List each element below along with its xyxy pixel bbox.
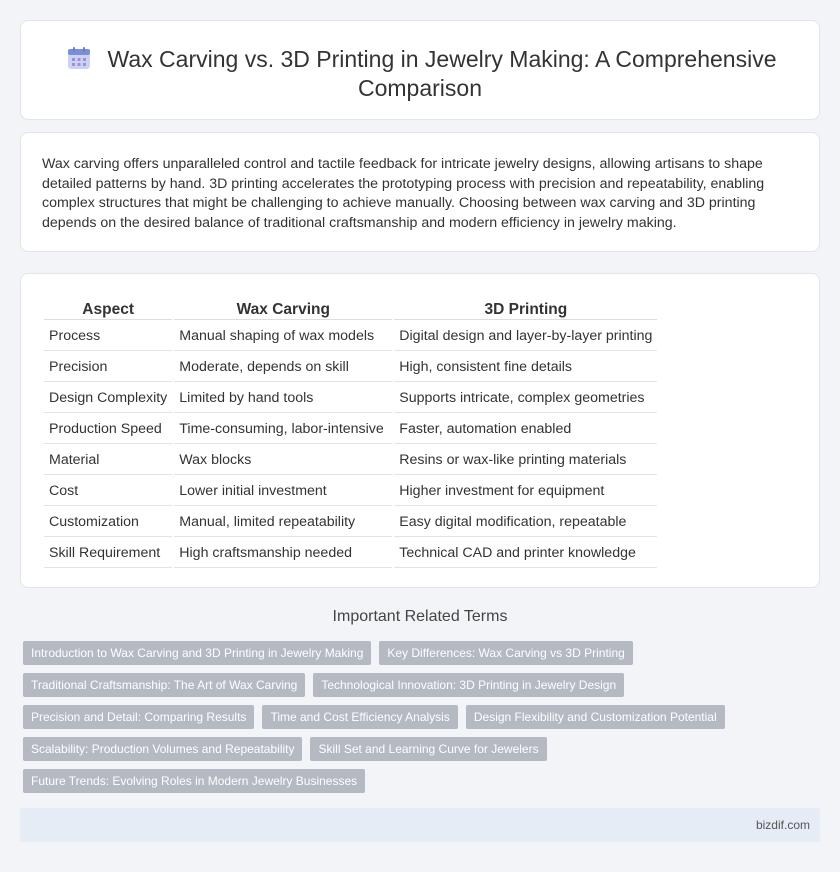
intro-paragraph: Wax carving offers unparalleled control and tactile feedback for intricate jewelry designs, allowing artisans to shape detailed patterns by hand. 3D printing accelerates the prototyping process with precision and repeatability, enabling complex structures that might be challenging to achieve manually. Choosing between wax carving and 3D printing depends on the desired balance of traditional craftsmanship and modern efficiency in jewelry making.: [42, 156, 765, 231]
cell-3d-printing: Easy digital modification, repeatable: [394, 508, 657, 537]
table-row: [44, 322, 657, 351]
related-term-tag[interactable]: Design Flexibility and Customization Potential: [466, 705, 725, 729]
cell-aspect: Skill Requirement: [44, 539, 172, 568]
header-wax-carving: Wax Carving: [174, 296, 392, 320]
cell-aspect: Material: [44, 446, 172, 475]
related-term-tag[interactable]: Scalability: Production Volumes and Repeatability: [23, 737, 302, 761]
cell-3d-printing: High, consistent fine details: [394, 353, 657, 382]
table-row: [44, 353, 657, 382]
related-terms-list: [23, 641, 803, 793]
intro-card: [20, 132, 820, 252]
comparison-table: [42, 294, 659, 570]
cell-aspect: Cost: [44, 477, 172, 506]
cell-wax-carving: Moderate, depends on skill: [174, 353, 392, 382]
table-row: [44, 508, 657, 537]
cell-3d-printing: Technical CAD and printer knowledge: [394, 539, 657, 568]
related-term-tag[interactable]: Introduction to Wax Carving and 3D Printing in Jewelry Making: [23, 641, 371, 665]
cell-wax-carving: High craftsmanship needed: [174, 539, 392, 568]
footer-site-link[interactable]: bizdif.com: [755, 818, 810, 832]
table-header-row: [44, 296, 657, 320]
header-card: [20, 20, 820, 120]
table-row: [44, 539, 657, 568]
related-term-tag[interactable]: Traditional Craftsmanship: The Art of Wax Carving: [23, 673, 305, 697]
cell-3d-printing: Digital design and layer-by-layer printing: [394, 322, 657, 351]
cell-wax-carving: Wax blocks: [174, 446, 392, 475]
table-row: [44, 477, 657, 506]
header-aspect: Aspect: [44, 296, 172, 320]
cell-3d-printing: Higher investment for equipment: [394, 477, 657, 506]
comparison-card: [20, 273, 820, 588]
cell-wax-carving: Manual shaping of wax models: [174, 322, 392, 351]
page-title: Wax Carving vs. 3D Printing in Jewelry Making: A Comprehensive Comparison: [107, 46, 777, 101]
cell-3d-printing: Faster, automation enabled: [394, 415, 657, 444]
related-term-tag[interactable]: Key Differences: Wax Carving vs 3D Printing: [379, 641, 632, 665]
cell-aspect: Precision: [44, 353, 172, 382]
related-terms-title: Important Related Terms: [332, 608, 508, 625]
cell-aspect: Design Complexity: [44, 384, 172, 413]
table-row: [44, 384, 657, 413]
cell-3d-printing: Supports intricate, complex geometries: [394, 384, 657, 413]
related-term-tag[interactable]: Precision and Detail: Comparing Results: [23, 705, 254, 729]
related-term-tag[interactable]: Technological Innovation: 3D Printing in Jewelry Design: [313, 673, 624, 697]
table-row: [44, 446, 657, 475]
cell-aspect: Production Speed: [44, 415, 172, 444]
cell-wax-carving: Time-consuming, labor-intensive: [174, 415, 392, 444]
related-term-tag[interactable]: Skill Set and Learning Curve for Jewelers: [310, 737, 546, 761]
header-3d-printing: 3D Printing: [394, 296, 657, 320]
footer: [20, 808, 820, 842]
cell-wax-carving: Lower initial investment: [174, 477, 392, 506]
cell-3d-printing: Resins or wax-like printing materials: [394, 446, 657, 475]
table-row: [44, 415, 657, 444]
cell-wax-carving: Manual, limited repeatability: [174, 508, 392, 537]
cell-wax-carving: Limited by hand tools: [174, 384, 392, 413]
calendar-icon: [64, 46, 94, 70]
related-term-tag[interactable]: Time and Cost Efficiency Analysis: [262, 705, 457, 729]
related-term-tag[interactable]: Future Trends: Evolving Roles in Modern Jewelry Businesses: [23, 769, 365, 793]
cell-aspect: Process: [44, 322, 172, 351]
cell-aspect: Customization: [44, 508, 172, 537]
page-title-wrap: [61, 45, 779, 103]
